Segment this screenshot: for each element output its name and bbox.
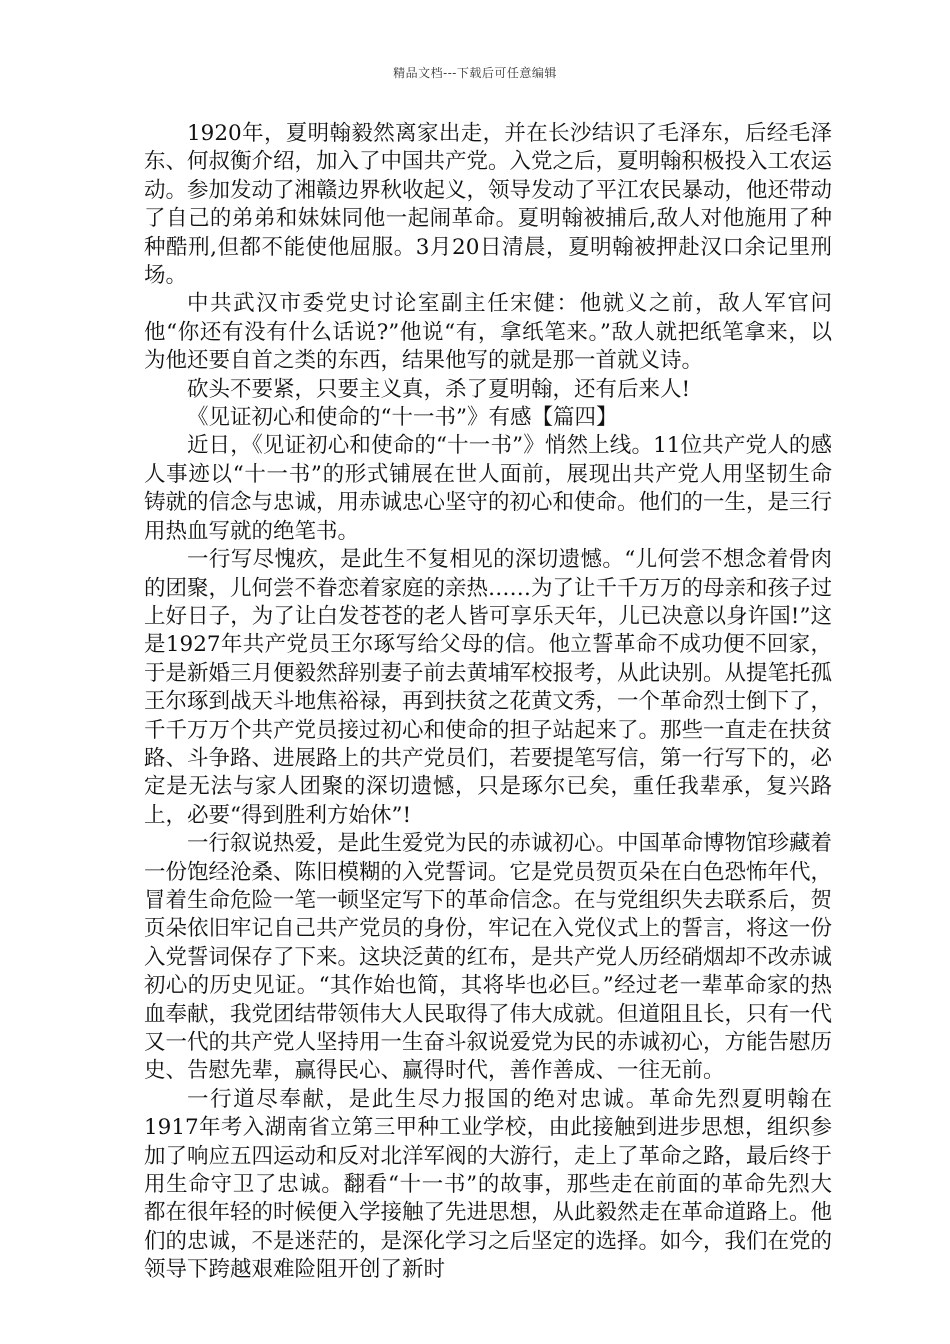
paragraph-xia-minghan-biography: 1920年，夏明翰毅然离家出走，并在长沙结识了毛泽东，后经毛泽东、何叔衡介绍，加入了中国共产党。入党之后，夏明翰积极投入工农运动。参加发动了湘赣边界秋收起义，领导发动了平江农民暴动，他还带动了自己的弟弟和妹妹同他一起闹革命。夏明翰被捕后,敌人对他施用了种种酷刑,但都不能使他屈服。3月20日清晨，夏明翰被押赴汉口余记里刑场。 bbox=[144, 121, 833, 289]
paragraph-regret: 一行写尽愧疚，是此生不复相见的深切遗憾。“儿何尝不想念着骨肉的团聚，儿何尝不眷恋着家庭的亲热……为了让千千万万的母亲和孩子过上好日子，为了让白发苍苍的老人皆可享乐天年，儿已决意以身许国!”这是1927年共产党员王尔琢写给父母的信。他立誓革命不成功便不回家，于是新婚三月便毅然辞别妻子前去黄埔军校报考，从此诀别。从提笔托孤王尔琢到战天斗地焦裕禄，再到扶贫之花黄文秀，一个革命烈士倒下了，千千万万个共产党员接过初心和使命的担子站起来了。那些一直走在扶贫路、斗争路、进展路上的共产党员们，若要提笔写信，第一行写下的，必定是无法与家人团聚的深切遗憾，只是琢尔已矣，重任我辈承，复兴路上，必要“得到胜利方始休”! bbox=[144, 547, 833, 828]
paragraph-introduction: 近日，《见证初心和使命的“十一书”》悄然上线。11位共产党人的感人事迹以“十一书”的形式铺展在世人面前，展现出共产党人用坚韧生命铸就的信念与忠诚，用赤诚忠心坚守的初心和使命。他们的一生，是三行用热血写就的绝笔书。 bbox=[144, 433, 833, 544]
section-heading: 《见证初心和使命的“十一书”》有感【篇四】 bbox=[187, 405, 618, 431]
paragraph-love: 一行叙说热爱，是此生爱党为民的赤诚初心。中国革命博物馆珍藏着一份饱经沧桑、陈旧模糊的入党誓词。它是党员贺页朵在白色恐怖年代，冒着生命危险一笔一顿坚定写下的革命信念。在与党组织失去联系后，贺页朵依旧牢记自己共产党员的身份，牢记在入党仪式上的誓言，将这一份入党誓词保存了下来。这块泛黄的红布，是共产党人历经硝烟却不改赤诚初心的历史见证。“其作始也简，其将毕也必巨。”经过老一辈革命家的热血奉献，我党团结带领伟大人民取得了伟大成就。但道阻且长，只有一代又一代的共产党人坚持用一生奋斗叙说爱党为民的赤诚初心，方能告慰历史、告慰先辈，赢得民心、赢得时代，善作善成、一往无前。 bbox=[144, 831, 833, 1084]
paragraph-song-jian-quote: 中共武汉市委党史讨论室副主任宋健：他就义之前，敌人军官问他“你还有没有什么话说?”他说“有，拿纸笔来。”敌人就把纸笔拿来，以为他还要自首之类的东西，结果他写的就是那一首就义诗。 bbox=[144, 291, 832, 374]
paragraph-dedication: 一行道尽奉献，是此生尽力报国的绝对忠诚。革命先烈夏明翰在1917年考入湖南省立第三甲种工业学校，由此接触到进步思想，组织参加了响应五四运动和反对北洋军阀的大游行，走上了革命之路，最后终于用生命守卫了忠诚。翻看“十一书”的故事，那些走在前面的革命先烈大都在很年轻的时候便入学接触了先进思想，从此毅然走在革命道路上。他们的忠诚，不是迷茫的，是深化学习之后坚定的选择。如今，我们在党的领导下跨越艰难险阻开创了新时 bbox=[144, 1086, 833, 1283]
document-body bbox=[144, 120, 832, 1285]
page-header: 精品文档---下载后可任意编辑 bbox=[393, 66, 557, 80]
paragraph-execution-poem: 砍头不要紧，只要主义真，杀了夏明翰，还有后来人! bbox=[187, 376, 691, 402]
